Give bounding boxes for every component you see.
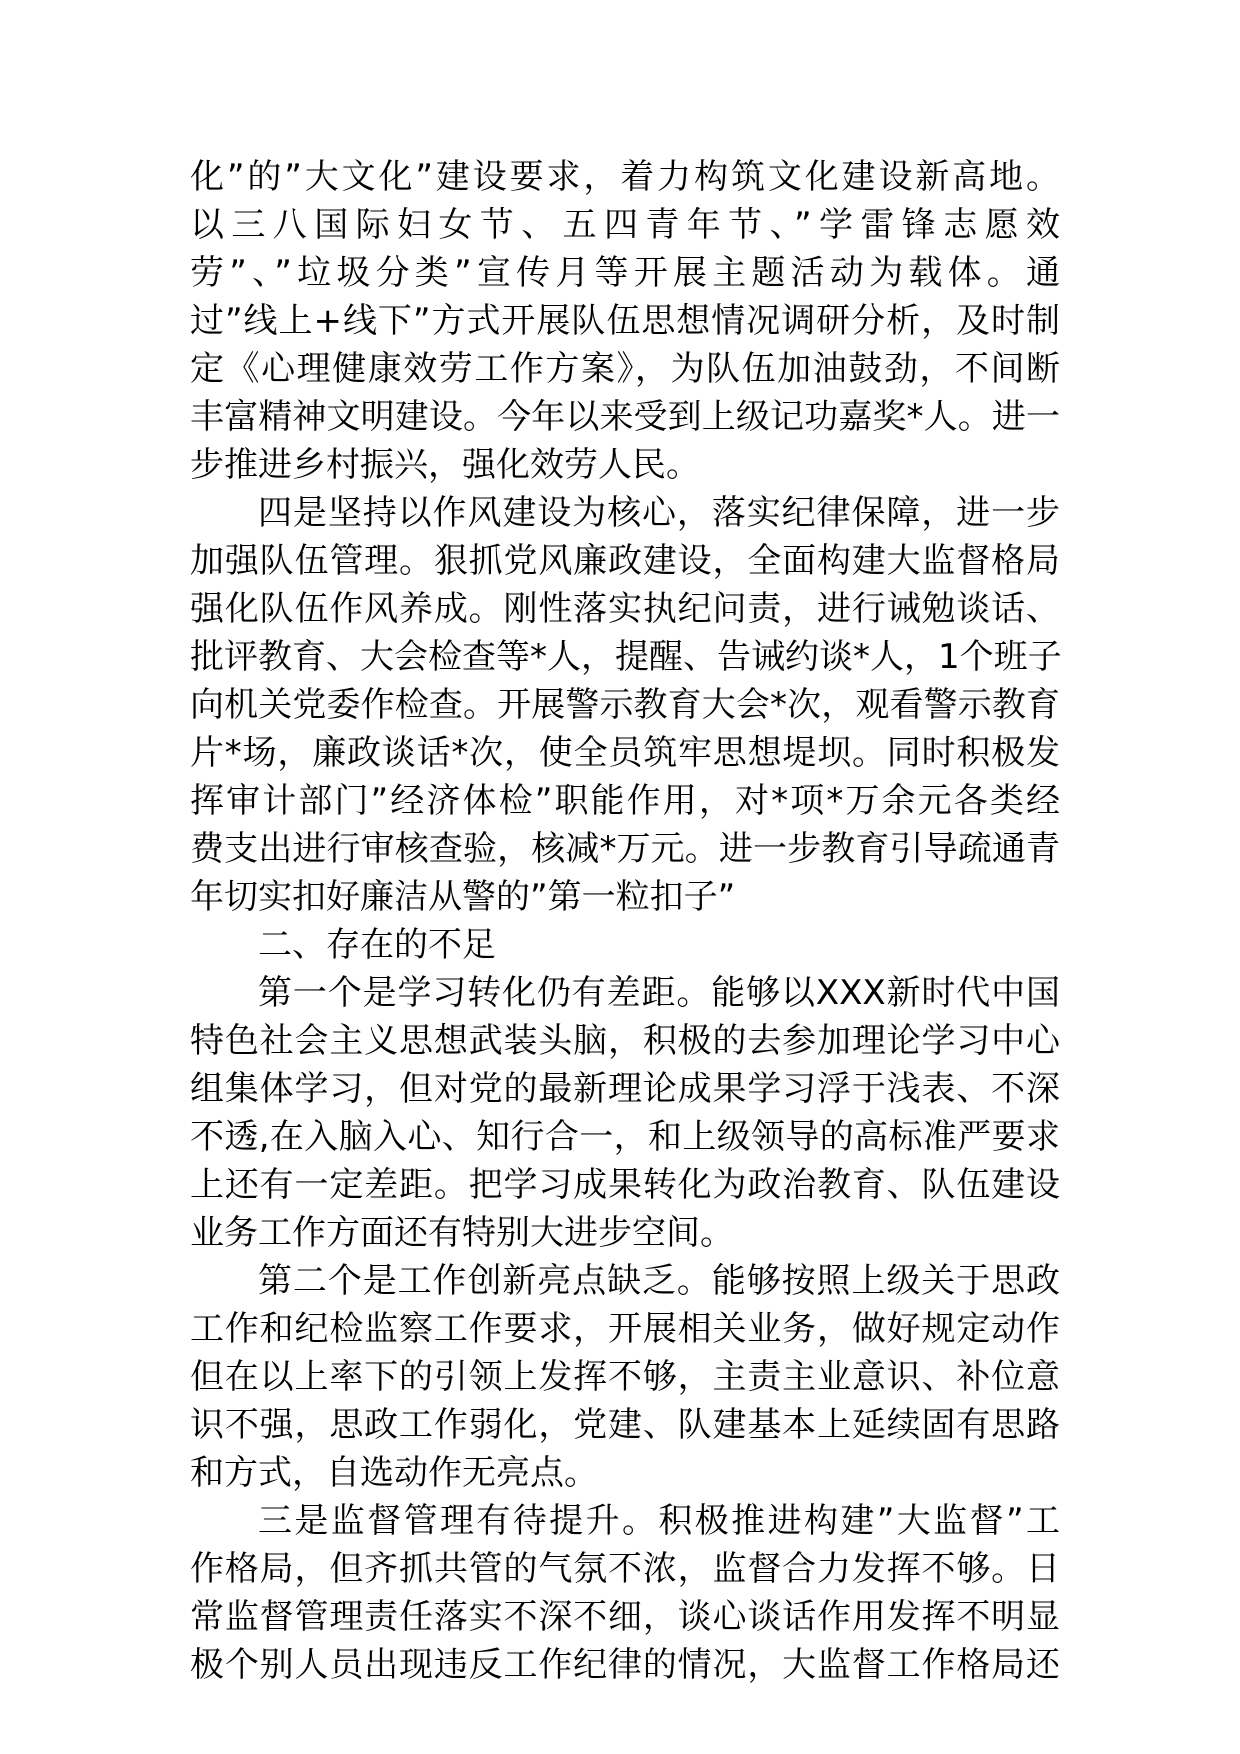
paragraph-culture [190,153,1060,489]
text-line: 步推进乡村振兴，强化效劳人民。 [190,445,700,485]
section-heading [190,921,1060,969]
text-line: 作格局，但齐抓共管的气氛不浓，监督合力发挥不够。日 [190,1549,1060,1589]
text-line: 上还有一定差距。把学习成果转化为政治教育、队伍建设 [190,1165,1060,1205]
text-line: 常监督管理责任落实不深不细，谈心谈话作用发挥不明显 [190,1597,1060,1637]
text-line: 片*场，廉政谈话*次，使全员筑牢思想堤坝。同时积极发 [190,733,1060,773]
paragraph-study [190,969,1060,1257]
heading-text: 二、存在的不足 [258,925,496,965]
document-page [190,153,1060,1689]
text-line: 批评教育、大会检查等*人，提醒、告诫约谈*人，1个班子 [190,637,1062,677]
text-line: 以三八国际妇女节、五四青年节、”学雷锋志愿效 [190,205,1060,245]
text-line: 定《心理健康效劳工作方案》，为队伍加油鼓劲，不间断 [190,349,1060,389]
text-line: 劳”、”垃圾分类”宣传月等开展主题活动为载体。通 [190,253,1060,293]
text-line: 四是坚持以作风建设为核心，落实纪律保障，进一步 [258,493,1060,533]
text-line: 业务工作方面还有特别大进步空间。 [190,1213,734,1253]
text-line: 不透,在入脑入心、知行合一，和上级领导的高标准严要求 [190,1117,1060,1157]
text-line: 费支出进行审核查验，核减*万元。进一步教育引导疏通青 [190,829,1060,869]
paragraph-supervision [190,1497,1060,1689]
text-line: 加强队伍管理。狠抓党风廉政建设，全面构建大监督格局 [190,541,1060,581]
text-line: 特色社会主义思想武装头脑，积极的去参加理论学习中心 [190,1021,1060,1061]
text-line: 强化队伍作风养成。刚性落实执纪问责，进行诫勉谈话、 [190,589,1060,629]
text-line: 工作和纪检监察工作要求，开展相关业务，做好规定动作 [190,1309,1060,1349]
text-line: 年切实扣好廉洁从警的”第一粒扣子” [190,877,736,917]
text-line: 识不强，思政工作弱化，党建、队建基本上延续固有思路 [190,1405,1060,1445]
text-line: 但在以上率下的引领上发挥不够，主责主业意识、补位意 [190,1357,1060,1397]
text-line: 极个别人员出现违反工作纪律的情况，大监督工作格局还 [190,1645,1060,1685]
text-line: 向机关党委作检查。开展警示教育大会*次，观看警示教育 [190,685,1060,725]
text-line: 第一个是学习转化仍有差距。能够以XXX新时代中国 [258,973,1060,1013]
text-line: 和方式，自选动作无亮点。 [190,1453,598,1493]
text-line: 丰富精神文明建设。今年以来受到上级记功嘉奖*人。进一 [190,397,1060,437]
paragraph-innovation [190,1257,1060,1497]
paragraph-work-style [190,489,1060,921]
text-line: 过”线上+线下”方式开展队伍思想情况调研分析，及时制 [190,301,1060,341]
text-line: 三是监督管理有待提升。积极推进构建”大监督”工 [258,1501,1060,1541]
text-line: 组集体学习，但对党的最新理论成果学习浮于浅表、不深 [190,1069,1060,1109]
text-line: 第二个是工作创新亮点缺乏。能够按照上级关于思政 [258,1261,1060,1301]
text-line: 挥审计部门”经济体检”职能作用，对*项*万余元各类经 [190,781,1060,821]
text-line: 化”的”大文化”建设要求，着力构筑文化建设新高地。 [190,157,1060,197]
